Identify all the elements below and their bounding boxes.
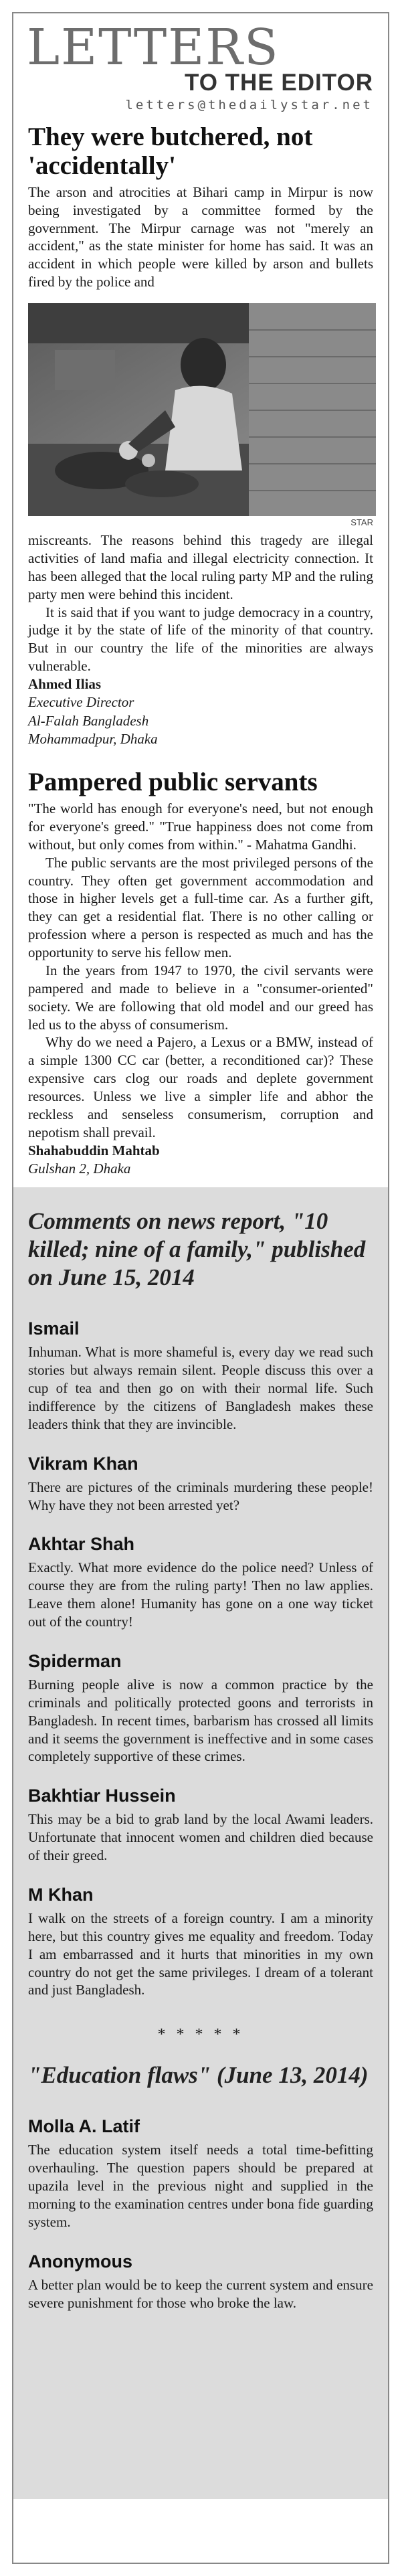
reader-comments-panel (13, 1187, 388, 2499)
comment-item (28, 2251, 373, 2312)
masthead-title: LETTERS (27, 19, 280, 76)
letter-2-para-1: "The world has enough for everyone's need, but not enough for everyone's greed." "True happiness does not come from without, but only comes from within." - Mahatma Gandhi. (28, 800, 373, 853)
letter-1 (13, 123, 388, 748)
comment-author: Spiderman (28, 1650, 122, 1671)
comment-item (28, 2116, 373, 2231)
letter-1-para-3: It is said that if you want to judge democracy in a country, judge it by the state of life of the minority of that country. But in our country the life of the minorities are always vulnerable. (28, 604, 373, 675)
letter-2-para-4: Why do we need a Pajero, a Lexus or a BMW, instead of a simple 1300 CC car (better, a reconditioned car)? These expensive cars clog our roads and deplete government resources. Unless we live a simpler life and abhor the reckless and senseless consumerism, corruption and nepotism shall prevail. (28, 1034, 373, 1140)
letter-1-author-title: Executive Director (28, 694, 134, 711)
masthead-subtitle: TO THE EDITOR (184, 70, 373, 96)
letter-2-author-place: Gulshan 2, Dhaka (28, 1161, 131, 1177)
comment-author: Vikram Khan (28, 1453, 138, 1474)
comment-item (28, 1885, 373, 1999)
comment-item (28, 1318, 373, 1433)
comment-item (28, 1651, 373, 1766)
comment-text: The education system itself needs a total time-befitting overhauling. The question papers should be prepared at upazila level in the previous night and supplied in the morning to the examination centres under bona fide guarding system. (28, 2142, 373, 2230)
comment-item (28, 1786, 373, 1865)
letter-1-photo-block (28, 303, 373, 527)
comments-2-heading: "Education flaws" (June 13, 2014) (28, 2062, 369, 2089)
comment-text: I walk on the streets of a foreign country. I am a minority here, but this country gives me equality and freedom. Today I am embarrassed and it hurts that minorities in my own country do not get the same privileges. I dream of a tolerant and just Bangladesh. (28, 1909, 373, 1998)
letter-1-para-1: The arson and atrocities at Bihari camp in Mirpur is now being investigated by a committee formed by the government. The Mirpur carnage was not "merely an accident," as the state minister for home has said. It was an accident in which people were killed by arson and bullets fired by the police and (28, 183, 373, 290)
comment-author: Molla A. Latif (28, 2116, 140, 2137)
letter-1-para-2: miscreants. The reasons behind this tragedy are illegal activities of land mafia and illegal electricity connection. It has been alleged that the local ruling party MP and the ruling party men were behind this incident. (28, 532, 373, 602)
comment-text: A better plan would be to keep the current system and ensure severe punishment for those who broke the law. (28, 2276, 373, 2311)
comments-1-heading: Comments on news report, "10 killed; nine of a family," published on June 15, 2014 (28, 1208, 366, 1291)
masthead (13, 13, 388, 114)
comment-text: There are pictures of the criminals murdering these people! Why have they not been arrested yet? (28, 1478, 373, 1513)
letter-2-author: Shahabuddin Mahtab (28, 1142, 160, 1158)
comment-text: Inhuman. What is more shameful is, every day we read such stories but always remain silent. People discuss this over a cup of tea and then go on with their normal life. Such indifference by the citizens of Bangladesh makes these leaders think that they are invincible. (28, 1344, 373, 1432)
news-photo (28, 303, 376, 516)
comment-author: M Khan (28, 1884, 94, 1905)
letter-1-author: Ahmed Ilias (28, 676, 102, 693)
comment-text: Burning people alive is now a common practice by the criminals and politically protected goons and terrorists in Bangladesh. In recent times, barbarism has crossed all limits and it seems the government is ineffective and in some cases completely supportive of these crimes. (28, 1676, 373, 1765)
comment-item (28, 1454, 373, 1515)
letter-2 (13, 768, 388, 1178)
masthead-email[interactable]: letters@thedailystar.net (125, 98, 373, 112)
comment-text: This may be a bid to grab land by the local Awami leaders. Unfortunate that innocent women and children died because of their greed. (28, 1811, 373, 1864)
comment-author: Anonymous (28, 2251, 133, 2271)
section-separator: * * * * * (157, 2026, 244, 2044)
letter-1-headline: They were butchered, not 'accidentally' (28, 122, 313, 180)
comment-author: Ismail (28, 1318, 80, 1339)
comment-author: Akhtar Shah (28, 1534, 135, 1555)
letter-1-author-org: Al-Falah Bangladesh (28, 712, 149, 729)
letter-2-headline: Pampered public servants (28, 768, 318, 797)
letter-2-para-3: In the years from 1947 to 1970, the civil servants were pampered and made to believe in a "consumer-oriented" society. We are following that old model and our greed has led us to the abyss of consumerism. (28, 962, 373, 1033)
letters-page (12, 12, 389, 2564)
letter-2-para-2: The public servants are the most privileged persons of the country. They often get government accommodation and those in higher levels get a full-time car. As a further gift, they can get a residential flat. There is no other calling or profession where a person is respected as much and has the opportunity to serve his fellow men. (28, 854, 373, 961)
letter-1-author-place: Mohammadpur, Dhaka (28, 730, 158, 747)
comment-author: Bakhtiar Hussein (28, 1786, 176, 1806)
comment-item (28, 1534, 373, 1631)
comment-text: Exactly. What more evidence do the police need? Unless of course they are from the ruling party! Then no law applies. Leave them alone! Humanity has gone on a one way ticket out of the country! (28, 1559, 373, 1630)
photo-credit: STAR (350, 517, 373, 528)
